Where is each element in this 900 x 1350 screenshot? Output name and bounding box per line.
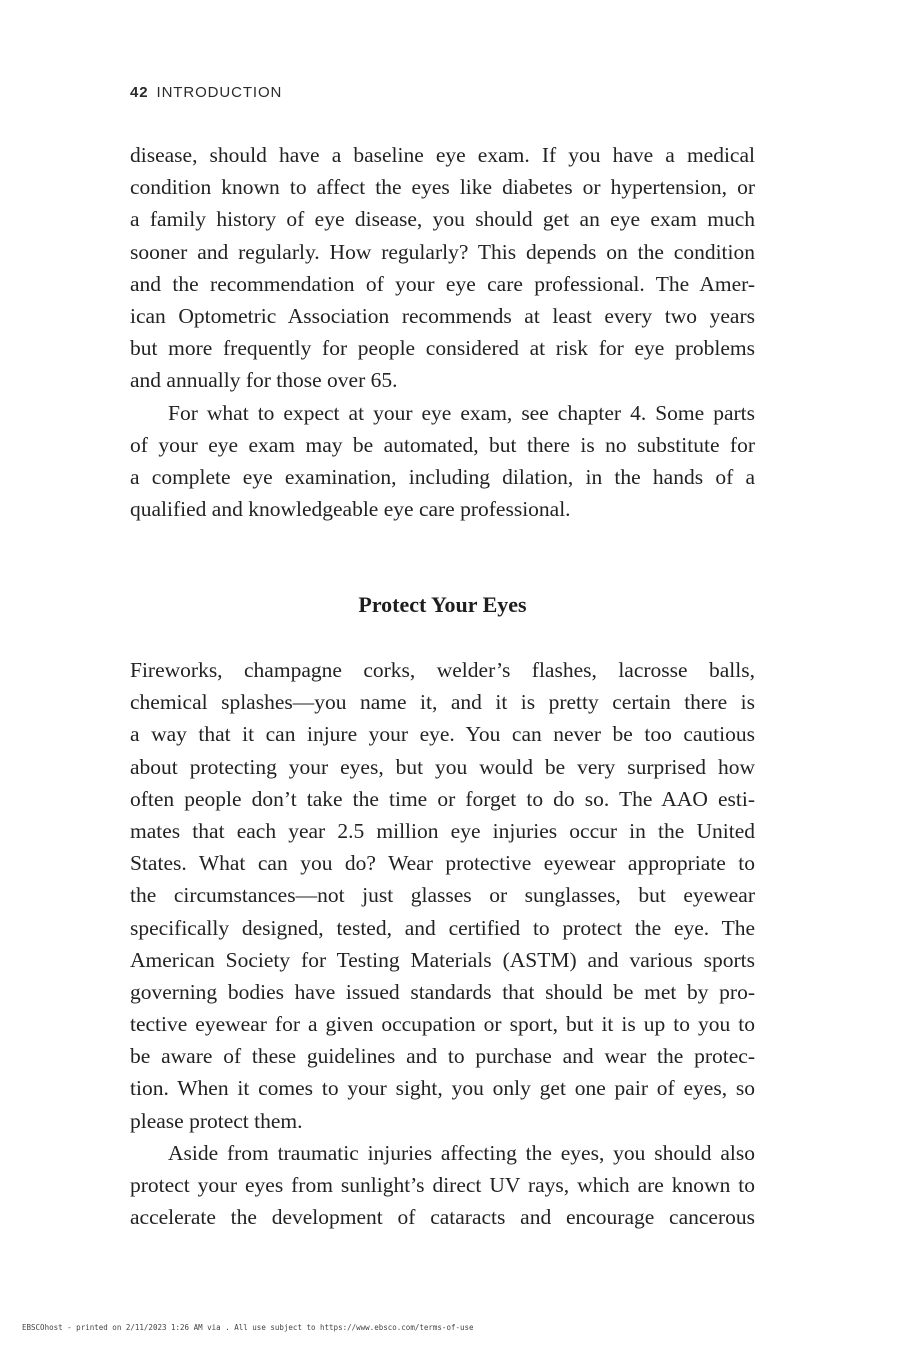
text-line: tective eyewear for a given occupation or sport, but it is up to you to	[130, 1012, 755, 1037]
body-text-block-2	[130, 654, 755, 1233]
text-line: be aware of these guidelines and to purchase and wear the protec-	[130, 1044, 755, 1069]
text-line: protect your eyes from sunlight’s direct UV rays, which are known to	[130, 1173, 755, 1197]
text-line: and annually for those over 65.	[130, 368, 398, 393]
page-number: 42	[130, 84, 149, 101]
text-line: please protect them.	[130, 1108, 303, 1133]
text-line: about protecting your eyes, but you would be very surprised how	[130, 754, 755, 779]
text-line: and the recommendation of your eye care professional. The Amer-	[130, 271, 755, 296]
print-footer: EBSCOhost - printed on 2/11/2023 1:26 AM via . All use subject to https://www.ebsco.com/terms-of-use	[22, 1323, 474, 1332]
text-line: disease, should have a baseline eye exam. If you have a medical	[130, 143, 755, 167]
running-head	[130, 84, 282, 101]
text-line: qualified and knowledgeable eye care professional.	[130, 497, 571, 522]
text-line: ican Optometric Association recommends at least every two years	[130, 303, 755, 328]
text-line: American Society for Testing Materials (ASTM) and various sports	[130, 947, 755, 972]
text-line: States. What can you do? Wear protective eyewear appropriate to	[130, 851, 755, 876]
text-line: For what to expect at your eye exam, see chapter 4. Some parts	[168, 400, 755, 425]
text-line: governing bodies have issued standards that should be met by pro-	[130, 979, 755, 1004]
text-line: mates that each year 2.5 million eye injuries occur in the United	[130, 818, 755, 843]
text-line: but more frequently for people considered at risk for eye problems	[130, 336, 755, 361]
text-line: Fireworks, champagne corks, welder’s flashes, lacrosse balls,	[130, 658, 755, 682]
section-heading: Protect Your Eyes	[358, 592, 527, 617]
text-line: accelerate the development of cataracts and encourage cancerous	[130, 1205, 755, 1230]
body-text-block-1	[130, 139, 755, 525]
text-line: a way that it can injure your eye. You can never be too cautious	[130, 722, 755, 747]
text-line: Aside from traumatic injuries affecting the eyes, you should also	[168, 1140, 755, 1165]
text-line: condition known to affect the eyes like diabetes or hypertension, or	[130, 175, 755, 200]
text-line: sooner and regularly. How regularly? This depends on the condition	[130, 239, 755, 264]
text-line: a family history of eye disease, you should get an eye exam much	[130, 207, 755, 232]
running-head-section: INTRODUCTION	[156, 84, 283, 101]
text-line: often people don’t take the time or forget to do so. The AAO esti-	[130, 786, 755, 811]
text-line: a complete eye examination, including dilation, in the hands of a	[130, 464, 755, 489]
text-line: the circumstances—not just glasses or sunglasses, but eyewear	[130, 883, 755, 908]
text-line: chemical splashes—you name it, and it is pretty certain there is	[130, 690, 755, 715]
text-line: specifically designed, tested, and certified to protect the eye. The	[130, 915, 755, 940]
text-line: of your eye exam may be automated, but there is no substitute for	[130, 432, 755, 457]
text-line: tion. When it comes to your sight, you only get one pair of eyes, so	[130, 1076, 755, 1101]
